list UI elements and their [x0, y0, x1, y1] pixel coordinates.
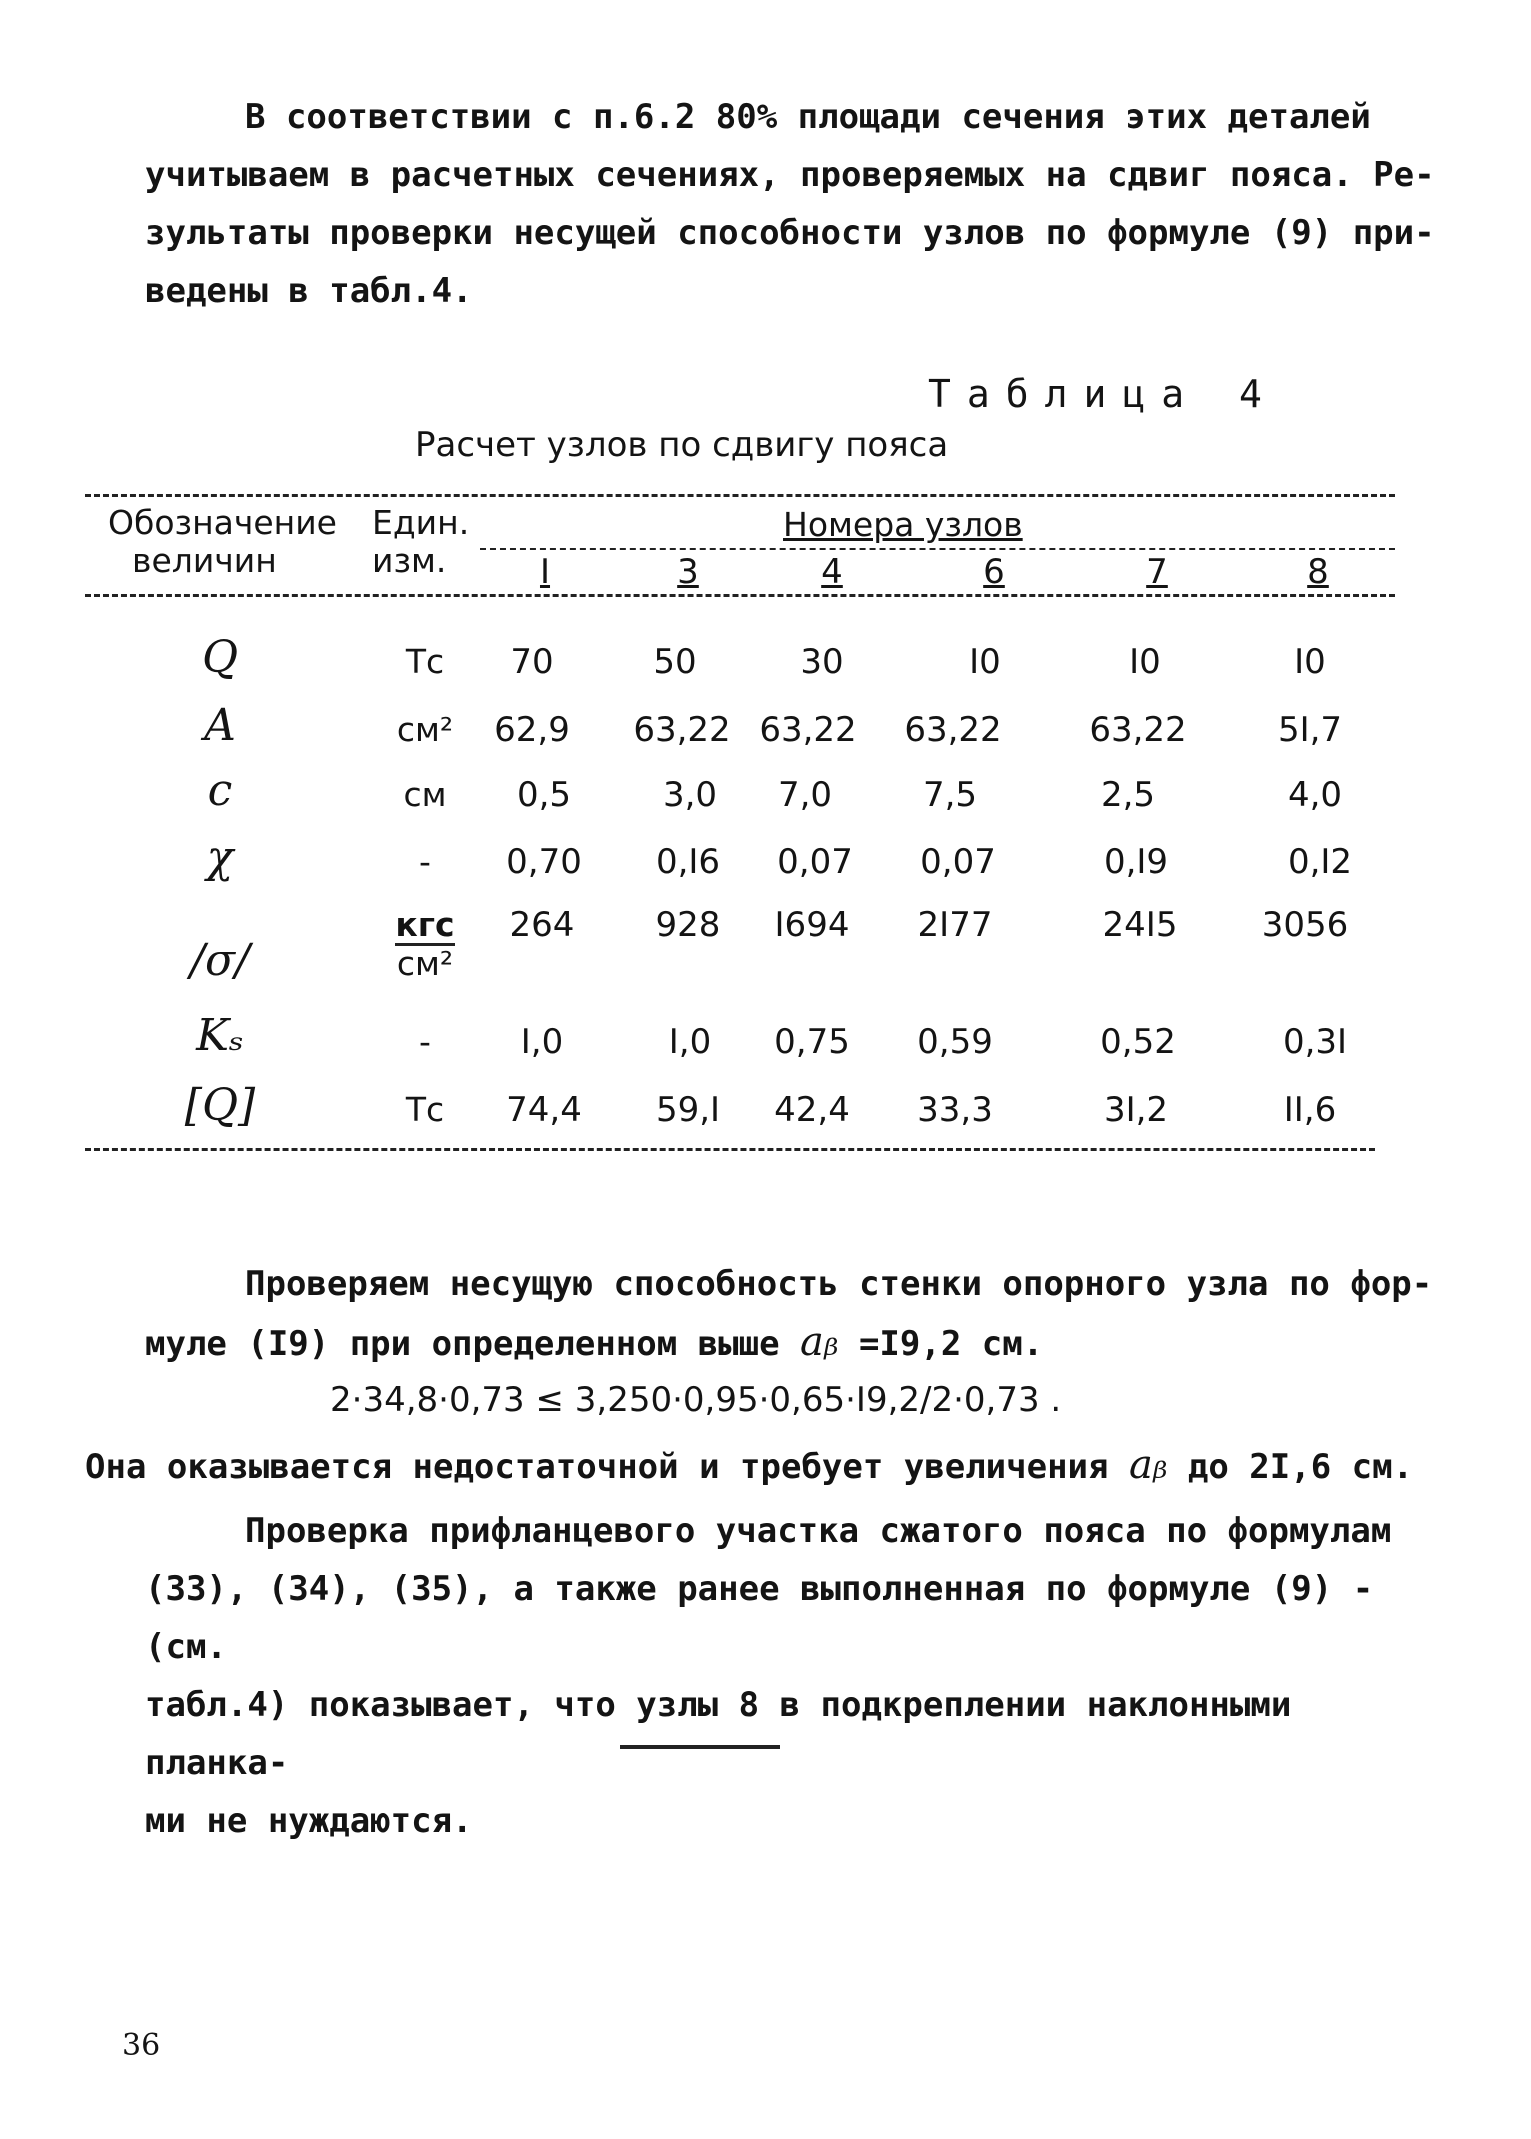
row-a-v1: 62,9 [494, 710, 570, 750]
check-line-1: Проверяем несущую способность стенки опорного узла по фор- [245, 1264, 1433, 1304]
row-c-v4: 7,5 [922, 775, 978, 815]
row-ks-v4: 0,59 [917, 1022, 993, 1062]
row-sigma-symbol: /σ/ [190, 935, 250, 986]
row-q-v4: I0 [969, 642, 1001, 682]
row-ks-symbol: Kₛ [196, 1010, 244, 1061]
table-title: Расчет узлов по сдвигу пояса [415, 425, 949, 465]
final-line-2: (33), (34), (35), а также ранее выполненная по формуле (9) - (см. [145, 1569, 1374, 1667]
row-ks-v3: 0,75 [774, 1022, 850, 1062]
unit-denominator: см² [396, 944, 454, 983]
row-a-unit: см² [396, 710, 454, 749]
af-symbol: aᵦ [800, 1319, 839, 1365]
nodes-span-rule [480, 548, 1395, 550]
row-ks-v5: 0,52 [1100, 1022, 1176, 1062]
table-bottom-rule [85, 1148, 1375, 1151]
intro-line-3: зультаты проверки несущей способности узлов по формуле (9) при- [145, 213, 1435, 253]
final-line-4: ми не нуждаются. [145, 1801, 473, 1841]
row-a-v2: 63,22 [633, 710, 731, 750]
result-line: Она оказывается недостаточной и требует увеличения aᵦ до 2I,6 см. [85, 1442, 1414, 1488]
header-nodes-title: Номера узлов [783, 505, 1023, 544]
header-node-1: I [539, 552, 551, 592]
row-ks-v2: I,0 [668, 1022, 712, 1062]
row-c-unit: см [403, 775, 447, 814]
row-c-v3: 7,0 [777, 775, 833, 815]
row-a-v6: 5I,7 [1277, 710, 1343, 750]
table-label: Таблица 4 [928, 372, 1278, 416]
row-sigma-unit [380, 905, 470, 982]
row-qallow-unit: Тс [405, 1090, 445, 1129]
row-sigma-v1: 264 [509, 905, 575, 945]
final-paragraph [145, 1502, 1435, 1850]
row-chi-v5: 0,I9 [1103, 842, 1169, 882]
row-c-v5: 2,5 [1100, 775, 1156, 815]
unit-numerator: кгс [395, 905, 455, 944]
header-unit-2: изм. [372, 541, 447, 580]
row-sigma-v5: 24I5 [1102, 905, 1178, 945]
row-qallow-v3: 42,4 [774, 1090, 850, 1130]
header-node-8: 8 [1307, 552, 1329, 592]
row-qallow-v5: 3I,2 [1103, 1090, 1169, 1130]
intro-line-1: В соответствии с п.6.2 80% площади сечения этих деталей [245, 97, 1371, 137]
row-chi-v2: 0,I6 [655, 842, 721, 882]
row-ks-v1: I,0 [520, 1022, 564, 1062]
row-ks-v6: 0,3I [1282, 1022, 1348, 1062]
final-line-3: табл.4) показывает, что узлы 8 в подкреплении наклонными планка- [145, 1685, 1292, 1783]
row-qallow-symbol: [Q] [184, 1080, 256, 1131]
row-ks-unit: - [419, 1022, 431, 1061]
row-sigma-v3: I694 [774, 905, 850, 945]
intro-line-4: ведены в табл.4. [145, 271, 473, 311]
row-c-v1: 0,5 [516, 775, 572, 815]
row-sigma-v2: 928 [655, 905, 721, 945]
final-line-1: Проверка прифланцевого участка сжатого пояса по формулам [245, 1511, 1392, 1551]
header-node-3: 3 [677, 552, 699, 592]
row-sigma-v6: 3056 [1261, 905, 1349, 945]
check-paragraph [145, 1255, 1435, 1373]
row-q-v1: 70 [510, 642, 554, 682]
row-q-v2: 50 [653, 642, 697, 682]
check-line-2: муле (I9) при определенном выше aᵦ =I9,2 см. [145, 1319, 1044, 1365]
section-end-rule [620, 1745, 780, 1749]
header-designation-1: Обозначение [108, 503, 337, 542]
row-chi-v4: 0,07 [920, 842, 996, 882]
header-node-4: 4 [821, 552, 843, 592]
table-top-rule [85, 494, 1395, 497]
row-a-symbol: A [204, 700, 236, 751]
row-q-v3: 30 [800, 642, 844, 682]
intro-paragraph [145, 88, 1435, 320]
row-q-v5: I0 [1129, 642, 1161, 682]
header-node-6: 6 [983, 552, 1005, 592]
row-c-v6: 4,0 [1287, 775, 1343, 815]
row-qallow-v4: 33,3 [917, 1090, 993, 1130]
row-qallow-v2: 59,I [655, 1090, 721, 1130]
row-chi-unit: - [419, 842, 431, 881]
row-qallow-v6: II,6 [1283, 1090, 1337, 1130]
row-a-v3: 63,22 [759, 710, 857, 750]
row-chi-symbol: χ [206, 832, 234, 883]
check-formula: 2·34,8·0,73 ≤ 3,250·0,95·0,65·I9,2/2·0,73 . [330, 1380, 1062, 1420]
row-chi-v1: 0,70 [506, 842, 582, 882]
row-c-v2: 3,0 [662, 775, 718, 815]
table-header-rule [85, 594, 1395, 597]
row-q-unit: Тс [405, 642, 445, 681]
row-chi-v3: 0,07 [777, 842, 853, 882]
header-designation-2: величин [132, 541, 277, 580]
row-qallow-v1: 74,4 [506, 1090, 582, 1130]
af-symbol-2: aᵦ [1128, 1442, 1168, 1488]
header-node-7: 7 [1146, 552, 1168, 592]
row-chi-v6: 0,I2 [1287, 842, 1353, 882]
row-c-symbol: c [207, 765, 233, 816]
row-a-v4: 63,22 [904, 710, 1002, 750]
header-unit-1: Един. [372, 503, 470, 542]
row-a-v5: 63,22 [1089, 710, 1187, 750]
page-number: 36 [122, 2028, 161, 2063]
row-q-symbol: Q [201, 632, 239, 683]
row-sigma-v4: 2I77 [917, 905, 993, 945]
unit-fraction [395, 907, 454, 982]
row-q-v6: I0 [1294, 642, 1326, 682]
intro-line-2: учитываем в расчетных сечениях, проверяемых на сдвиг пояса. Ре- [145, 155, 1435, 195]
